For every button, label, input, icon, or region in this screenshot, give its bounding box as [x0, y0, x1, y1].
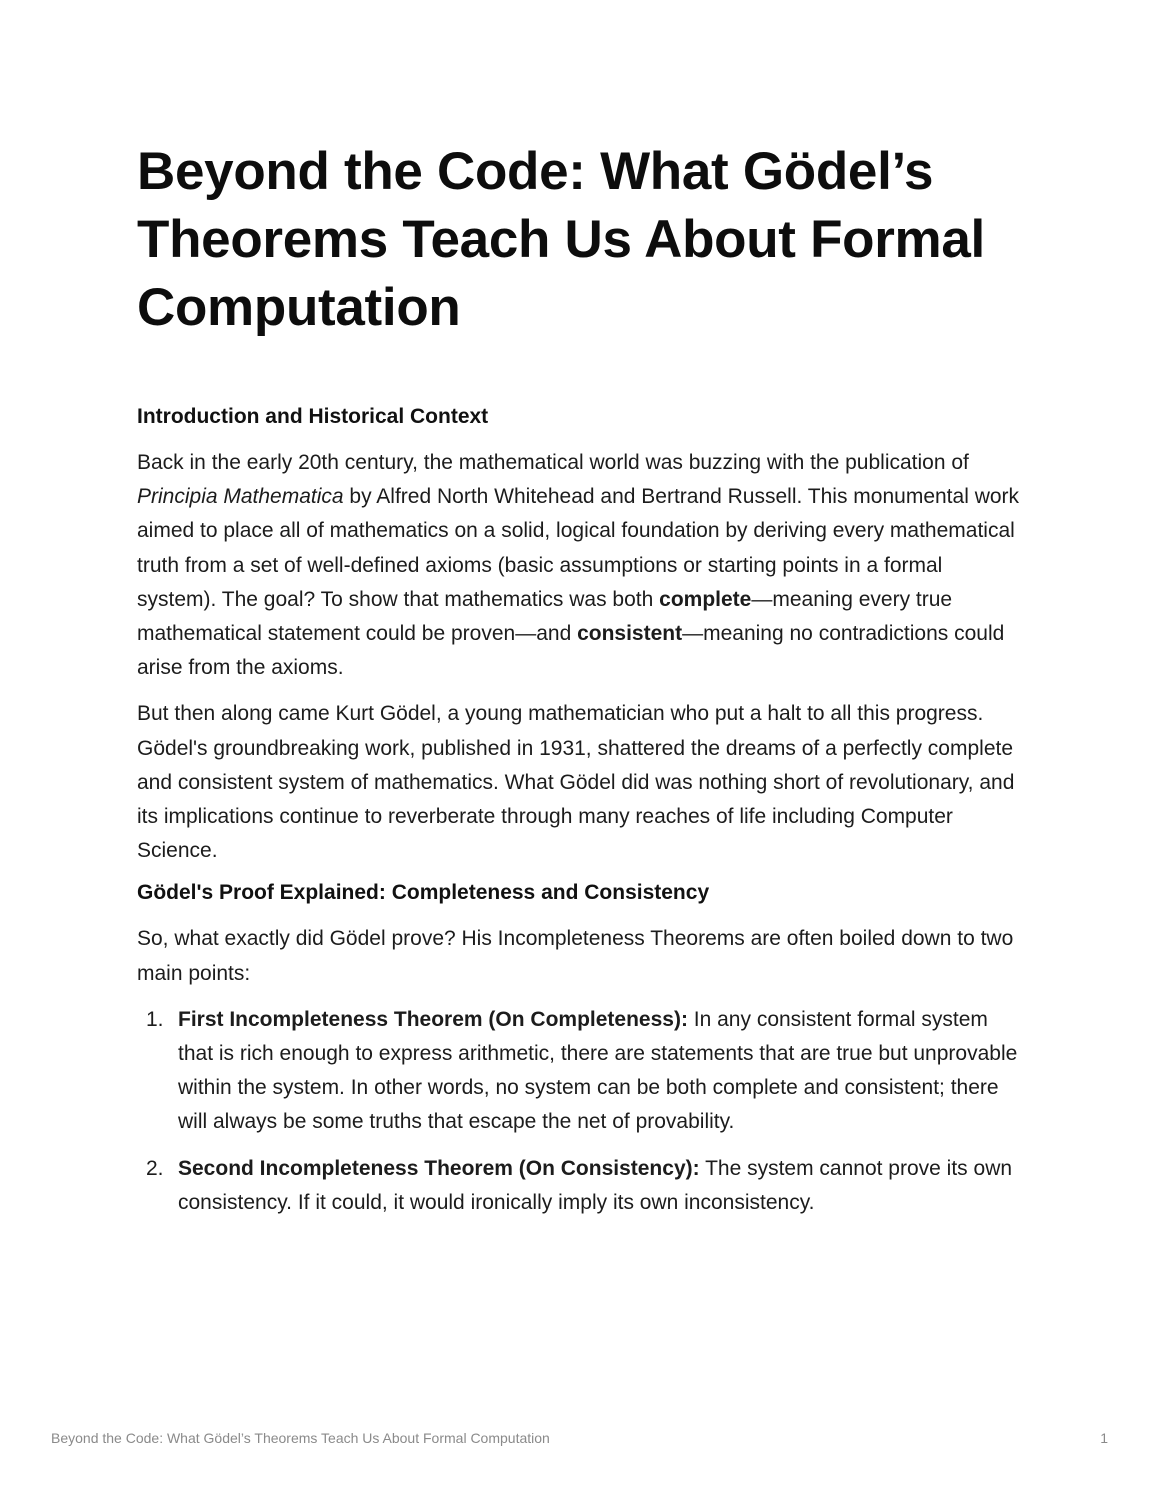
page-footer [51, 1430, 1108, 1446]
paragraph-text: by Alfred North Whitehead and Bertrand Russell. This monumental work aimed to place all of mathematics on a solid, logical foundation by deriving every mathematical truth from a set of well-defined axioms (basic assumptions or starting points in a formal system). The goal? To show that mathematics was both [137, 485, 1020, 611]
footer-title: Beyond the Code: What Gödel’s Theorems Teach Us About Formal Computation [51, 1430, 550, 1446]
theorem-label: Second Incompleteness Theorem (On Consistency): [178, 1156, 700, 1180]
document-title: Beyond the Code: What Gödel’s Theorems Teach Us About Formal Computation [137, 142, 985, 337]
section-heading-proof: Gödel's Proof Explained: Completeness and Consistency [137, 881, 710, 905]
section-heading-introduction: Introduction and Historical Context [137, 405, 489, 428]
paragraph-text: —meaning every true mathematical statement could be proven—and [137, 587, 953, 646]
theorem-list [137, 1003, 1022, 1220]
list-item [146, 1152, 1022, 1220]
paragraph-proof-intro: So, what exactly did Gödel prove? His Incompleteness Theorems are often boiled down to two main points: [137, 927, 1014, 985]
theorem-text: The system cannot prove its own consistency. If it could, it would ironically imply its own inconsistency. [178, 1156, 1013, 1214]
book-title-principia: Principia Mathematica [137, 485, 344, 509]
term-consistent: consistent [577, 622, 683, 646]
list-number: 1. [146, 1007, 164, 1031]
page-number: 1 [1100, 1430, 1108, 1446]
theorem-label: First Incompleteness Theorem (On Completeness): [178, 1007, 688, 1031]
paragraph-godel: But then along came Kurt Gödel, a young mathematician who put a halt to all this progress. Gödel's groundbreaking work, published in 1931, shattered the dreams of a perfectly complete and consistent system of mathematics. What Gödel did was nothing short of revolutionary, and its implications continue to reverberate through many reaches of life including Computer Science. [137, 702, 1015, 863]
term-complete: complete [659, 587, 752, 611]
list-number: 2. [146, 1156, 164, 1180]
paragraph-text: —meaning no contradictions could arise from the axioms. [137, 622, 1005, 680]
paragraph-principia [137, 446, 1022, 685]
list-item [146, 1003, 1022, 1140]
paragraph-text: Back in the early 20th century, the mathematical world was buzzing with the publication of [137, 451, 969, 474]
theorem-text: In any consistent formal system that is rich enough to express arithmetic, there are statements that are true but unprovable within the system. In other words, no system can be both complete and consistent; there will always be some truths that escape the net of provability. [178, 1007, 1018, 1134]
document-body [137, 138, 1022, 1232]
